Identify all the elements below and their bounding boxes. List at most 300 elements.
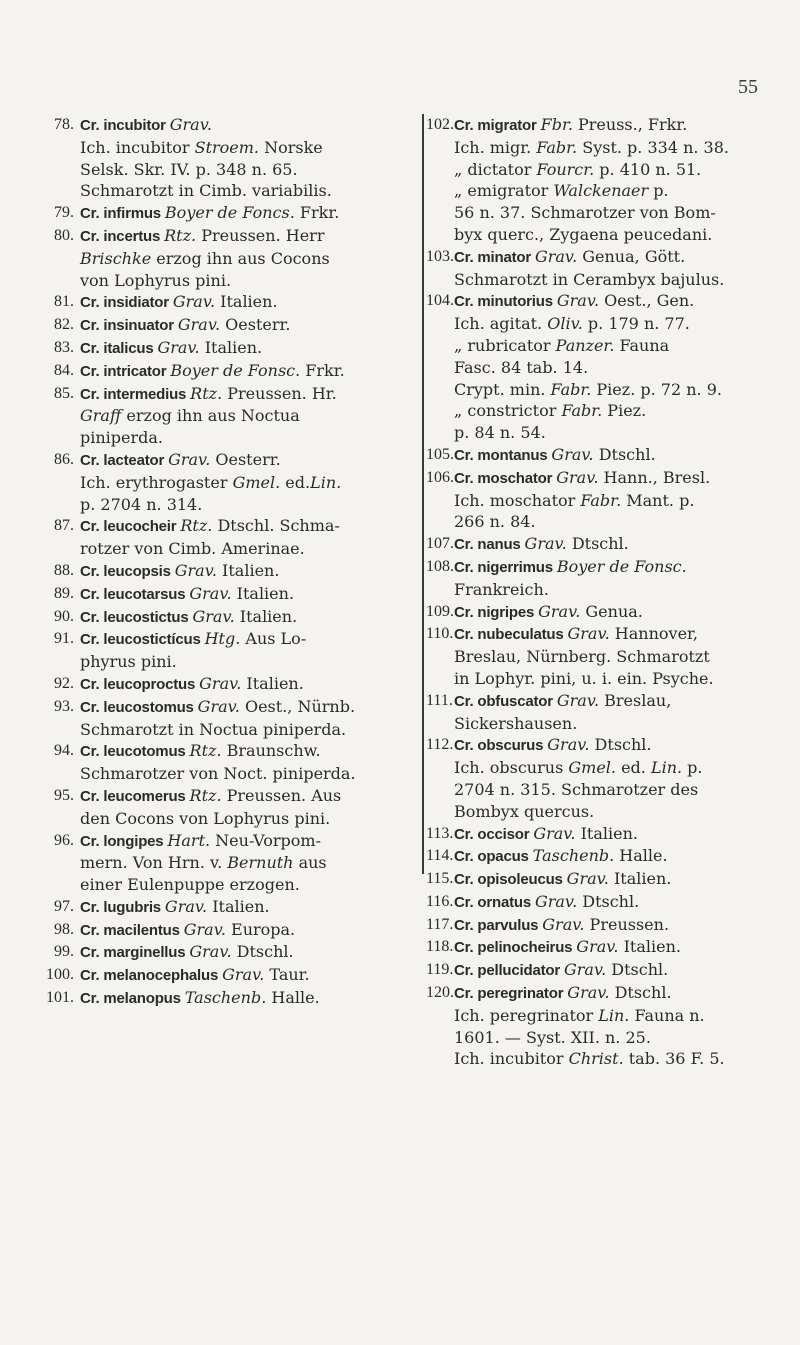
species-name: Cr. ornatus — [454, 893, 535, 911]
author-name: Grav. — [563, 960, 607, 980]
entry-number: 85. — [54, 384, 74, 402]
species-name: Cr. leucostictus — [80, 608, 193, 626]
entry-line — [454, 1027, 781, 1049]
entry-line — [454, 357, 781, 379]
entry-note: Italien. — [241, 673, 304, 693]
entry-number: 89. — [54, 584, 74, 602]
entry-line — [80, 225, 408, 248]
entry-line — [454, 290, 781, 313]
entry-note: Oest., Nürnb. — [239, 696, 356, 716]
left-column — [38, 114, 408, 1010]
entry-note: Italien. — [215, 292, 278, 312]
entry-number: 106. — [426, 468, 454, 486]
author-name: Htg. — [204, 629, 241, 649]
entry-note: p. — [682, 758, 703, 778]
entry-text — [454, 914, 781, 937]
right-column — [422, 114, 781, 1069]
author-name: Fbr. — [540, 115, 573, 134]
author-name: Grav. — [189, 583, 232, 603]
entry-line — [454, 868, 781, 891]
entry-text — [80, 673, 408, 696]
entry-number: 87. — [54, 517, 74, 535]
species-name: Cr. leucotarsus — [80, 585, 190, 603]
species-name: Cr. obfuscator — [454, 692, 557, 710]
entry-text — [80, 291, 408, 314]
author-name: Grav. — [542, 914, 585, 934]
entry-note: Halle. — [614, 846, 668, 866]
catalogue-entry — [38, 830, 408, 896]
author-name: Grav. — [189, 942, 232, 962]
entry-note: 266 n. 84. — [454, 512, 536, 532]
entry-line — [80, 383, 408, 406]
entry-line — [80, 628, 408, 651]
entry-note: Ich. migr. — [454, 137, 537, 157]
entry-line — [80, 651, 408, 673]
entry-line — [80, 852, 408, 874]
author-name: Grav. — [547, 735, 590, 755]
entry-note: Dtschl. — [606, 960, 669, 980]
entry-text — [80, 337, 408, 360]
author-name: Grav. — [551, 444, 594, 464]
species-name: Cr. incubitor — [80, 117, 170, 134]
entry-note: Norske — [259, 137, 323, 157]
entry-text — [454, 601, 781, 624]
species-name: Cr. infirmus — [80, 205, 165, 223]
entry-text — [80, 314, 408, 337]
catalogue-entry — [38, 202, 408, 225]
species-name: Cr. incertus — [80, 227, 165, 245]
entry-text — [80, 696, 408, 741]
entry-line — [454, 1005, 781, 1027]
catalogue-entry — [426, 982, 781, 1070]
species-name: Cr. occisor — [454, 825, 534, 843]
entry-line — [454, 246, 781, 269]
entry-number: 120. — [426, 984, 454, 1002]
author-name: Grav. — [556, 291, 600, 311]
entry-note: Piez. — [602, 401, 647, 421]
entry-text — [454, 891, 781, 914]
species-name: Cr. italicus — [80, 339, 158, 357]
entry-note: Dtschl. Schma- — [212, 516, 340, 536]
entry-note: „ dictator — [454, 159, 537, 179]
species-name: Cr. lugubris — [80, 898, 165, 916]
catalogue-entry — [426, 868, 781, 891]
entry-note: Neu-Vorpom- — [210, 830, 321, 850]
entry-note: Fauna n. — [629, 1005, 705, 1025]
entry-line — [454, 734, 781, 757]
entry-note: Dtschl. — [593, 444, 656, 464]
entry-number: 114. — [426, 847, 454, 865]
author-name: Fabr. — [561, 401, 603, 421]
entry-note: Preussen. — [584, 914, 670, 934]
entry-line — [454, 335, 781, 357]
entry-note: Ich. moschator — [454, 490, 581, 510]
entry-line — [454, 224, 781, 246]
entry-note: Breslau, — [599, 690, 672, 710]
entry-note: Fasc. 84 tab. 14. — [454, 357, 589, 377]
entry-line — [80, 314, 408, 337]
entry-text — [454, 444, 781, 467]
species-name: Cr. nigripes — [454, 603, 539, 621]
entry-text — [80, 114, 408, 202]
species-name: Cr. pelinocheirus — [454, 939, 577, 957]
entry-note: Hann., Bresl. — [598, 467, 711, 487]
entry-note: Italien. — [216, 560, 280, 580]
entry-line — [454, 690, 781, 713]
entry-note: Schmarotzt in Noctua piniperda. — [80, 719, 347, 739]
entry-text — [80, 449, 408, 515]
entry-line — [454, 422, 781, 444]
entry-line — [454, 180, 781, 202]
entry-note: Italien. — [618, 937, 681, 957]
entry-line — [80, 427, 408, 449]
species-name: Cr. minator — [454, 248, 535, 266]
entry-text — [454, 734, 781, 822]
entry-note: Schmarotzt in Cimb. variabilis. — [80, 181, 332, 201]
catalogue-entry — [38, 583, 408, 606]
entry-note: Mant. p. — [621, 490, 695, 510]
entry-line — [454, 668, 781, 690]
catalogue-entry — [426, 914, 781, 937]
author-name: Fourcr. — [536, 159, 595, 179]
entry-text — [454, 623, 781, 689]
entry-note: erzog ihn aus Noctua — [121, 406, 300, 426]
entry-number: 96. — [54, 831, 74, 849]
author-name: Grav. — [168, 449, 211, 469]
entry-number: 112. — [426, 736, 454, 754]
entry-note: Ich. incubitor — [80, 137, 195, 157]
entry-line — [454, 601, 781, 624]
entry-note: Italien. — [608, 869, 672, 889]
catalogue-entry — [426, 467, 781, 533]
entry-text — [80, 785, 408, 830]
species-name: Cr. leucostictícus — [80, 631, 205, 649]
entry-text — [454, 114, 781, 246]
author-name: Fabr. — [536, 137, 578, 157]
entry-text — [454, 290, 781, 444]
catalogue-entry — [38, 896, 408, 919]
entry-text — [454, 246, 781, 291]
entry-line — [454, 137, 781, 159]
species-name: Cr. pellucidator — [454, 962, 564, 980]
author-name: Grav. — [556, 690, 600, 710]
author-name: Grav. — [524, 534, 567, 554]
entry-line — [454, 801, 781, 823]
entry-note: Breslau, Nürnberg. Schmarotzt — [454, 647, 710, 667]
entry-text — [80, 583, 408, 606]
catalogue-entry — [426, 623, 781, 689]
catalogue-entry — [426, 734, 781, 822]
entry-note: p. 410 n. 51. — [594, 159, 702, 179]
entry-line — [454, 914, 781, 937]
species-name: Cr. migrator — [454, 117, 541, 134]
entry-note: Dtschl. — [566, 534, 629, 554]
catalogue-entry — [38, 314, 408, 337]
entry-line — [454, 533, 781, 556]
author-name: Lin. — [650, 758, 683, 778]
species-name: Cr. opacus — [454, 848, 533, 866]
catalogue-entry — [38, 919, 408, 942]
entry-note: Oest., Gen. — [599, 291, 695, 311]
entry-note: phyrus pini. — [80, 652, 177, 672]
species-name: Cr. insidiator — [80, 294, 173, 312]
entry-number: 82. — [54, 316, 74, 334]
catalogue-entry — [38, 606, 408, 629]
catalogue-entry — [38, 291, 408, 314]
entry-number: 100. — [46, 966, 74, 984]
author-name: Boyer de Foncs. — [164, 203, 295, 223]
author-name: Grav. — [164, 896, 208, 916]
entry-number: 99. — [54, 943, 74, 961]
entry-note: Ich. erythrogaster — [80, 472, 233, 492]
entry-line — [80, 696, 408, 719]
entry-note: Italien. — [575, 823, 638, 843]
page-number: 55 — [738, 76, 758, 98]
entry-line — [80, 560, 408, 583]
author-name: Grav. — [533, 823, 576, 843]
entry-number: 90. — [54, 607, 74, 625]
author-name: Grav. — [576, 937, 619, 957]
catalogue-entry — [38, 225, 408, 291]
entry-number: 86. — [54, 450, 74, 468]
entry-number: 94. — [54, 742, 74, 760]
author-name: Grav. — [534, 246, 578, 266]
entry-note: tab. 36 F. 5. — [623, 1049, 725, 1069]
entry-line — [454, 936, 781, 959]
entry-note: Frkr. — [300, 360, 345, 380]
entry-text — [454, 868, 781, 891]
author-name: Boyer de Fonsc. — [556, 556, 687, 576]
entry-note: p. 179 n. 77. — [582, 314, 690, 334]
author-name: Rtz. — [164, 225, 197, 245]
entry-note: piniperda. — [80, 428, 164, 448]
species-name: Cr. opisoleucus — [454, 871, 567, 889]
author-name: Panzer. — [555, 335, 615, 355]
entry-line — [454, 579, 781, 601]
entry-line — [80, 360, 408, 383]
entry-line — [454, 202, 781, 224]
entry-text — [454, 982, 781, 1070]
entry-text — [454, 533, 781, 556]
entry-line — [80, 114, 408, 137]
entry-note: Sickershausen. — [454, 713, 578, 733]
entry-note: Piez. p. 72 n. 9. — [591, 379, 722, 399]
entry-text — [80, 987, 408, 1010]
entry-line — [80, 291, 408, 314]
entry-note: 1601. — Syst. XII. n. 25. — [454, 1027, 651, 1047]
entry-line — [80, 449, 408, 472]
author-name: Taschenb. — [532, 846, 615, 866]
entry-note: Frankreich. — [454, 579, 549, 599]
catalogue-entry — [426, 114, 781, 246]
author-name: Fabr. — [580, 490, 622, 510]
entry-text — [80, 964, 408, 987]
entry-number: 101. — [46, 989, 74, 1007]
entry-line — [80, 180, 408, 202]
entry-line — [454, 757, 781, 779]
entry-number: 88. — [54, 561, 74, 579]
author-name: Grav. — [538, 601, 581, 621]
catalogue-entry — [426, 959, 781, 982]
entry-note: Italien. — [234, 606, 298, 626]
entry-number: 83. — [54, 338, 74, 356]
catalogue-entry — [38, 673, 408, 696]
entry-line — [80, 606, 408, 629]
entry-line — [80, 494, 408, 516]
author-name: Fabr. — [550, 379, 592, 399]
entry-note: „ constrictor — [454, 401, 562, 421]
entry-number: 119. — [426, 961, 454, 979]
author-name: Stroem. — [194, 137, 260, 157]
entry-number: 92. — [54, 674, 74, 692]
entry-note: Hannover, — [609, 624, 699, 644]
entry-text — [80, 515, 408, 560]
entry-note: Aus Lo- — [240, 629, 307, 649]
entry-note: Preussen. Hr. — [222, 383, 337, 403]
entry-line — [80, 941, 408, 964]
catalogue-entry — [38, 785, 408, 830]
catalogue-entry — [426, 891, 781, 914]
author-name: Gmel. — [232, 472, 281, 492]
entry-note: Fauna — [614, 335, 670, 355]
entry-line — [454, 959, 781, 982]
entry-note: rotzer von Cimb. Amerinae. — [80, 539, 305, 559]
entry-number: 102. — [426, 116, 454, 133]
species-name: Cr. leucoproctus — [80, 675, 200, 693]
entry-line — [454, 646, 781, 668]
entry-note: Genua, Gött. — [577, 246, 686, 266]
entry-note: Genua. — [580, 601, 643, 621]
author-name: Rtz. — [189, 741, 222, 761]
entry-note: Bombyx quercus. — [454, 801, 595, 821]
entry-note: aus — [293, 853, 327, 873]
author-name: Grav. — [183, 919, 226, 939]
entry-number: 97. — [54, 897, 74, 915]
entry-line — [454, 623, 781, 646]
author-name: Grav. — [157, 337, 200, 357]
species-name: Cr. insinuator — [80, 317, 178, 335]
author-name: Grav. — [174, 560, 217, 580]
entry-note: Oesterr. — [220, 315, 291, 335]
catalogue-entry — [38, 515, 408, 560]
catalogue-entry — [426, 845, 781, 868]
entry-line — [80, 874, 408, 896]
entry-line — [80, 830, 408, 853]
author-name: Lin. — [310, 472, 342, 492]
catalogue-entry — [38, 987, 408, 1010]
entry-line — [454, 114, 781, 137]
entry-line — [454, 269, 781, 291]
entry-text — [80, 941, 408, 964]
entry-note: Dtschl. — [231, 942, 294, 962]
entry-note: mern. Von Hrn. v. — [80, 853, 228, 873]
entry-line — [80, 808, 408, 830]
entry-note: Dtschl. — [577, 891, 640, 911]
entry-number: 104. — [426, 292, 454, 310]
catalogue-entry — [426, 936, 781, 959]
species-name: Cr. melanocephalus — [80, 967, 223, 985]
entry-number: 98. — [54, 920, 74, 938]
author-name: Hart. — [167, 830, 211, 850]
entry-note: p. 2704 n. 314. — [80, 494, 203, 514]
entry-line — [80, 987, 408, 1010]
catalogue-entry — [38, 449, 408, 515]
entry-line — [80, 964, 408, 987]
author-name: Gmel. — [568, 758, 616, 778]
entry-line — [454, 845, 781, 868]
entry-line — [454, 713, 781, 735]
entry-number: 81. — [54, 293, 74, 311]
entry-line — [454, 490, 781, 512]
entry-line — [80, 270, 408, 292]
entry-text — [80, 628, 408, 673]
entry-text — [454, 845, 781, 868]
entry-note: p. — [648, 181, 669, 201]
entry-line — [454, 511, 781, 533]
species-name: Cr. marginellus — [80, 944, 190, 962]
author-name: Grav. — [556, 467, 599, 487]
author-name: Lin. — [598, 1005, 630, 1025]
author-name: Boyer de Fonsc. — [170, 360, 301, 380]
entry-note: Halle. — [266, 988, 320, 1008]
entry-number: 78. — [54, 116, 74, 133]
entry-text — [454, 936, 781, 959]
entry-number: 79. — [54, 204, 74, 222]
entry-note: ed. — [280, 472, 311, 492]
entry-line — [454, 467, 781, 490]
author-name: Grav. — [567, 624, 610, 644]
author-name: Grav. — [169, 115, 212, 134]
author-name: Grav. — [222, 965, 265, 985]
author-name: Oliv. — [547, 314, 583, 334]
entry-note: Preussen. Herr — [196, 225, 325, 245]
catalogue-entry — [38, 337, 408, 360]
catalogue-entry — [426, 533, 781, 556]
species-name: Cr. nigerrimus — [454, 558, 557, 576]
entry-number: 111. — [426, 691, 453, 709]
catalogue-entry — [426, 690, 781, 735]
entry-text — [80, 830, 408, 896]
entry-line — [454, 556, 781, 579]
entry-number: 91. — [54, 630, 74, 648]
catalogue-entry — [426, 246, 781, 291]
entry-number: 80. — [54, 226, 74, 244]
entry-note: Dtschl. — [589, 735, 652, 755]
author-name: Rtz. — [190, 383, 223, 403]
entry-line — [80, 740, 408, 763]
entry-line — [454, 779, 781, 801]
author-name: Walckenaer — [553, 181, 649, 201]
catalogue-entry — [426, 823, 781, 846]
catalogue-entry — [38, 696, 408, 741]
entry-text — [80, 896, 408, 919]
species-name: Cr. lacteator — [80, 451, 169, 469]
entry-note: Europa. — [225, 919, 296, 939]
author-name: Grav. — [177, 315, 221, 335]
author-name: Bernuth — [227, 853, 294, 873]
entry-line — [80, 719, 408, 741]
entry-note: Ich. peregrinator — [454, 1005, 599, 1025]
entry-note: Preuss., Frkr. — [572, 115, 688, 134]
entry-number: 110. — [426, 625, 454, 643]
author-name: Rtz. — [189, 785, 222, 805]
species-name: Cr. melanopus — [80, 990, 185, 1008]
entry-number: 109. — [426, 602, 454, 620]
entry-line — [454, 823, 781, 846]
entry-note: den Cocons von Lophyrus pini. — [80, 808, 331, 828]
species-name: Cr. nanus — [454, 536, 525, 554]
species-name: Cr. leucotomus — [80, 743, 190, 761]
